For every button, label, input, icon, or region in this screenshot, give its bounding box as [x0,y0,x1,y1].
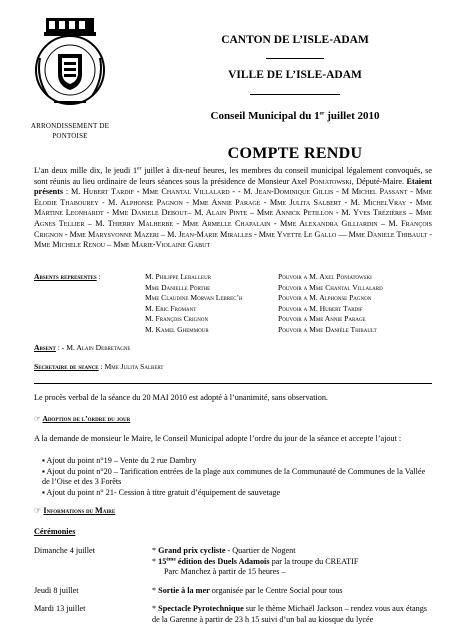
town-crest [34,18,106,108]
represented-row [34,314,432,325]
adoption-heading [34,414,432,425]
represented-to: Pouvoir a Mme Chantal Villalard [278,282,383,292]
represented-to: Pouvoir a M. Alphonse Pagnon [278,293,372,303]
conseil-pre: Conseil Municipal du 1 [210,110,320,122]
represented-to: Pouvoir a Mme Annie Parage [278,314,366,324]
event-title: Spectacle Pyrotechnique [158,604,244,614]
list-item [34,467,432,488]
rule-2 [250,94,340,95]
represented-who: M. Eric Fromant [145,303,197,313]
event-text: sur le thème Michaël Jackson – rendez vous aux étangs de la Garenne à partir de 23 h 15 suivi d’un bal au kiosque du lycée [152,604,427,624]
infos-h-c: M [95,506,103,515]
event-date: Dimanche 4 juillet [34,546,95,555]
rule-1 [266,58,324,59]
pv-line: Le procès verbal de la séance du 20 MAI 2010 est adopté à l’unanimité, sans observation. [34,393,328,402]
event-text: organisée par le Centre Social pour tous [209,585,343,595]
intro-text-b: juillet à dix-neuf heures, les membres du conseil municipal légalement convoqués, se sont réunis au lieu ordinaire de leurs séances sous la présidence de Monsieur Axel [34,166,432,186]
adoption-list [34,456,432,498]
represented-who: M. Philippe Leballeur [145,272,212,281]
arrondissement-line-1: ARRONDISSEMENT DE [30,122,110,130]
event-list [34,546,432,626]
intro-text-a: L’an deux mille dix, le jeudi 1 [34,166,138,175]
asterisk: * [152,585,159,595]
event-sup: ème [166,555,176,562]
list-item [34,456,432,467]
represented-label: Absents representes [34,272,97,281]
list-item-text: Ajout du point n°20 – Tarification entrées de la plage aux communes de la Communauté de Communes de la Vallée de l’Oise et des 3 Forêts [42,466,426,487]
event-date: Mardi 13 juillet [34,604,86,614]
conseil-sup: er [319,110,325,117]
asterisk: * [152,546,159,555]
president-name: Poniatowski [309,176,352,186]
adoption-paragraph: A la demande de monsieur le Maire, le Conseil Municipal adopte l’ordre du jour de la séance et accepte l’ajout : [34,434,402,443]
canton-heading: CANTON DE L’ISLE-ADAM [221,34,369,46]
intro-sup: er [137,165,142,172]
event-date: Jeudi 8 juillet [34,585,79,595]
conseil-heading [150,110,440,122]
page-title: COMPTE RENDU [227,145,363,162]
bullet-icon: ▪ [42,456,47,465]
represented-to: Pouvoir a M. Axel Poniatowski [278,272,372,281]
intro-paragraph [34,166,432,251]
event-row [34,586,432,597]
represented-to: Pouvoir a Mme Danièle Thibault [278,324,377,334]
secretaire-line [34,362,432,373]
presents-list: : M. Hubert Tardif - Mme Chantal Villalard - - M. Jean-Dominique Gillis - M Michel Passant - Mme Elodie Thabourey - M. Alphonse Pagnon - Mme Annie Parage - Mme Julita Salbert - M. MichelVray - Mme Martine Leonhardt - Mme Daniele Debout– M. Alain Pinte – Mme Annick Petillon - M. Yves Trézières – Mme Agnes Tellier – M. Thierry Malherbe - Mme Armelle Chapalain - Mme Alexandra Gilliardin – M. François Crignon - Mme Marysvonne Mazeri – M. Jean-Marie Miralles - Mme Yvette Le Gallo — Mme Daniele Thibault - Mme Michele Renou – Mme Marie-Violaine Gabut [34,187,433,250]
arrondissement-line-2: PONTOISE [52,132,88,140]
arrondissement-label [20,121,120,141]
represented-row [34,283,432,294]
infos-h-b: nformations du [46,507,95,515]
asterisk: * [152,556,159,566]
conseil-post: juillet 2010 [324,110,380,122]
infos-h-a: I [43,506,47,515]
asterisk: * [152,604,159,614]
event-row [34,546,432,557]
represented-colon: : [96,272,101,281]
presents-label: Etaient présents [34,176,432,197]
infos-heading [34,506,432,517]
event-title: Grand prix cycliste [158,546,226,555]
intro-text-c: , Député-Maire. [351,176,405,186]
bullet-icon: ▪ [42,487,47,497]
event-row [34,604,432,625]
absent-label: Absent [34,343,56,352]
event-text-2: Parc Manchez à partir de 15 heures – [164,567,286,577]
event-title-2: édition des Duels Adamois [175,556,270,566]
ville-heading: VILLE DE L’ISLE-ADAM [228,69,362,81]
list-item [34,488,432,499]
ceremonies-heading: Cérémonies [34,527,76,536]
event-title: 15 [158,556,167,566]
pointing-hand-icon: ☞ [34,506,44,515]
represented-who: M. Kamel Ghemmour [145,324,209,334]
divider [34,383,432,384]
secretaire-text: : Mme Julita Salbert [98,362,164,371]
absent-line [34,343,432,354]
represented-row [34,325,432,336]
represented-who: M. François Crignon [145,314,209,324]
infos-h-d: aire [102,507,116,515]
list-item-text: Ajout du point n°19 – Vente du 2 rue Dambry [46,456,197,465]
secretaire-label: Secretaire de seance [34,362,99,371]
event-text: par la troupe du CREATIF [269,556,359,566]
represented-row [34,272,432,283]
absent-text: : - M. Alain Debretagne [55,343,131,352]
represented-who: Mme Claudine Morvan Lebrec’h [145,293,243,303]
pointing-hand-icon: ☞ [34,414,43,423]
represented-who: Mme Danielle Porthe [145,282,211,292]
represented-table [34,272,432,336]
represented-row [34,304,432,315]
event-row [34,557,432,578]
event-text: - Quartier de Nogent [225,546,296,555]
adoption-heading-text: Adoption de l’ordre du jour [42,414,131,423]
represented-to: Pouvoir a M. Hubert Tardif [278,303,363,313]
bullet-icon: ▪ [42,466,47,476]
event-title: Sortie à la mer [158,585,210,595]
represented-row [34,293,432,304]
list-item-text: Ajout du point n° 21- Cession à titre gratuit d’équipement de sauvetage [46,487,281,497]
infos-heading-text [43,506,115,515]
